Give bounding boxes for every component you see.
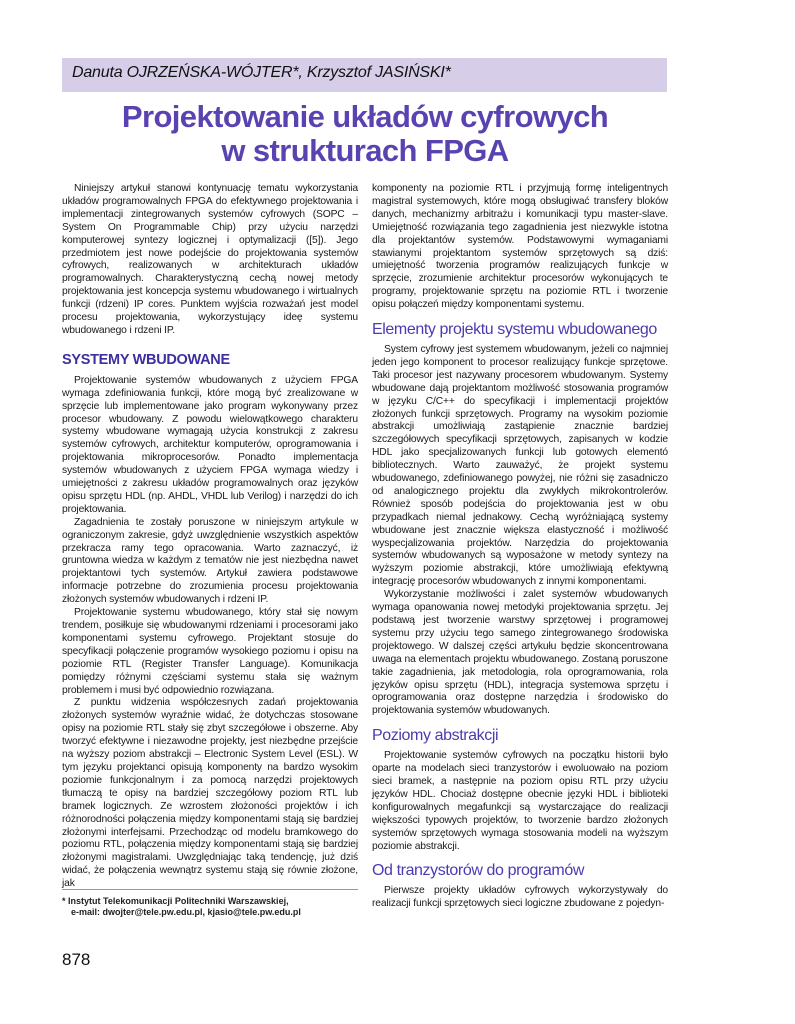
footnote-divider <box>62 889 358 890</box>
right-column <box>372 183 668 911</box>
affiliation-footnote <box>62 896 362 918</box>
section-heading-poziomy: Poziomy abstrakcji <box>372 727 499 745</box>
paragraph: Projektowanie systemów cyfrowych na początku historii było oparte na modelach sieci tranzystorów i ewoluowało na poziom sieci bramek, a następnie na poziom opisu RTL przy użyciu języków HDL. Chociaż dostępne obecnie języki HDL i biblioteki konfigurowalnych megafunkcji są wystarczające do realizacji większości typowych projektów, to tworzenie bardzo złożonych systemów sprzętowych wymaga stosowania modeli na wyższym poziomie abstrakcji. <box>372 750 668 852</box>
page-number: 878 <box>62 950 91 969</box>
paragraph: System cyfrowy jest systemem wbudowanym, jeżeli co najmniej jeden jego komponent to procesor realizujący funkcje sprzętowe. Taki procesor jest nazywany procesorem wbudowanym. Systemy wbudowane dają projektantom możliwość stosowania programów w języku C/C++ do specyfikacji i implementacji projektów złożonych funkcji sprzętowych. Programy na wysokim poziomie abstrakcji umożliwiają zastąpienie znacznie bardziej szczegółowych specyfikacji sprzętowych, zapisanych w kodzie HDL jako specjalizowanych funkcji lub gotowych elementó bibliotecznych. Warto zauważyć, że projekt systemu wbudowanego, zdefiniowanego powyżej, nie różni się zasadniczo od analogicznego projektu dla zwykłych mikrokontrolerów. Również sposób podejścia do projektowania jest w obu przypadkach niemal jednakowy. Cechą wyróżniającą systemy wbudowane jest znacznie większa elastyczność i możliwość wyspecjalizowania projektów. Narzędzia do projektowania systemów wbudowanych są wyposażone w metody syntezy na wyższym poziomie abstrakcji, które umożliwiają efektywną integrację procesorów wbudowanych z innymi komponentami. <box>372 343 668 588</box>
abstract: Niniejszy artykuł stanowi kontynuację tematu wykorzystania układów programowalnych FPGA do efektywnego projektowania i implementacji zintegrowanych systemów cyfrowych (SOPC – System On Programmable Chip) przy użyciu narzędzi komputerowej syntezy logicznej i optymalizacji ([5]). Jego przedmiotem jest nowe podejście do projektowania systemów cyfrowych, realizowanych w architekturach układów programowalnych. Charakterystyczną cechą nowej metody projektowania jest koncepcja systemu wbudowanego i wirtualnych funkcji (rdzeni) IP cores. Punktem wyjścia rozważań jest model procesu projektowania, wykorzystujący ideę systemu wbudowanego i rdzeni IP. <box>62 183 358 336</box>
authors: Danuta OJRZEŃSKA-WÓJTER*, Krzysztof JASIŃSKI* <box>72 64 451 81</box>
paragraph: Projektowanie systemów wbudowanych z użyciem FPGA wymaga zdefiniowania funkcji, które mogą być zrealizowane w sprzęcie lub implementowane jako program wykonywany przez procesor wbudowany. Z powodu wielowątkowego charakteru systemy wbudowane wymagają użycia konstrukcji z zakresu systemów cyfrowych, architektur komputerów, oprogramowania i projektowania mikroprocesorów. Ponadto implementacja systemów wbudowanych z użyciem FPGA wymaga wiedzy i umiejętności z zakresu układów programowalnych oraz języków opisu sprzętu HDL (np. AHDL, VHDL lub Verilog) i narzędzi do ich projektowania. <box>62 374 358 515</box>
title-line-1: Projektowanie układów cyfrowych <box>121 99 609 134</box>
section-heading-elementy: Elementy projektu systemu wbudowanego <box>372 321 657 339</box>
title-line-2: w strukturach FPGA <box>221 133 509 168</box>
article-title <box>62 100 668 168</box>
paragraph: Z punktu widzenia współczesnych zadań projektowania złożonych systemów wyraźnie widać, że dotychczas stosowane opisy na poziomie RTL stały się zbyt szczegółowe i obszerne. Aby tworzyć efektywne i niezawodne projekty, jest niezbędne przejście na wyższy poziom abstrakcji – Electronic System Level (ESL). W tym języku projektanci opisują komponenty na bardzo wysokim poziomie funkcjonalnym i za pomocą narzędzi projektowych tłumaczą te opisy na bardziej szczegółowy poziom RTL lub bramek logicznych. Ze wzrostem złożoności projektów i ich różnorodności połączenia między komponentami stają się bardziej złożonymi interfejsami. Przechodząc od modelu bramkowego do poziomu RTL, połączenia między komponentami stają się bardziej złożonymi magistralami. Uwzględniając taką tendencję, już dziś widać, że połączenia wewnątrz systemu stają się równie złożone, jak <box>62 697 358 890</box>
left-column <box>62 183 358 891</box>
paragraph: Pierwsze projekty układów cyfrowych wykorzystywały do realizacji funkcji sprzętowych sieci logiczne zbudowane z pojedyn- <box>372 885 668 910</box>
section-heading-systemy-wbudowane: SYSTEMY WBUDOWANE <box>62 351 230 368</box>
section-heading-od-tranzystorow: Od tranzystorów do programów <box>372 862 585 880</box>
paragraph: Projektowanie systemu wbudowanego, który stał się nowym trendem, posiłkuje się wbudowanymi rdzeniami i procesorami jako komponentami systemu cyfrowego. Projektant stosuje do specyfikacji połączenie programów wysokiego poziomu i opisu na poziomie RTL (Register Transfer Language). Komunikacja pomiędzy różnymi częściami systemu stała się ważnym problemem i musi być odpowiednio rozwiązana. <box>62 607 358 696</box>
footnote-affiliation: * Instytut Telekomunikacji Politechniki Warszawskiej, <box>62 896 289 906</box>
paragraph: Zagadnienia te zostały poruszone w niniejszym artykule w ograniczonym zakresie, gdyż uwzględnienie wszystkich aspektów przekracza ramy tego opracowania. Warto zaznaczyć, iż gruntowna wiedza w każdym z tematów nie jest niezbędna nawet projektantowi tych systemów. Artykuł zawiera podstawowe informacje potrzebne do zrozumienia procesu projektowania złożonych systemów wbudowanych i rdzeni IP. <box>62 516 358 606</box>
paragraph: Wykorzystanie możliwości i zalet systemów wbudowanych wymaga opanowania nowej metodyki projektowania sprzętu. Jej podstawą jest tworzenie warstwy sprzętowej i programowej systemu przy użyciu tego samego zintegrowanego środowiska projektowego. W dalszej części artykułu będzie skoncentrowana uwaga na elementach projektu wbudowanego. Zostaną poruszone takie zagadnienia, jak metodologia, rola oprogramowania, rola języków opisu sprzętu (HDL), integracja systemowa sprzętu i oprogramowania oraz dostępne narzędzia i środowisko do projektowania systemów wbudowanych. <box>372 589 668 717</box>
paragraph: komponenty na poziomie RTL i przyjmują formę inteligentnych magistral systemowych, które mogą obsługiwać transfery bloków danych, mechanizmy arbitrażu i komunikacji typu master-slave. Umiejętność rozwiązania tego zagadnienia jest niezwykle istotna dla projektantów systemów. Podstawowymi wymaganiami stawianymi projektantom systemów sprzętowych są dziś: umiejętność tworzenia programów realizujących funkcje w sprzęcie, zrozumienie architektur procesorów wykonujących te programy, projektowanie sprzętu na poziomie RTL i tworzenie opisu połączeń między komponentami systemu. <box>372 183 668 311</box>
footnote-email: e-mail: dwojter@tele.pw.edu.pl, kjasio@tele.pw.edu.pl <box>71 907 301 917</box>
